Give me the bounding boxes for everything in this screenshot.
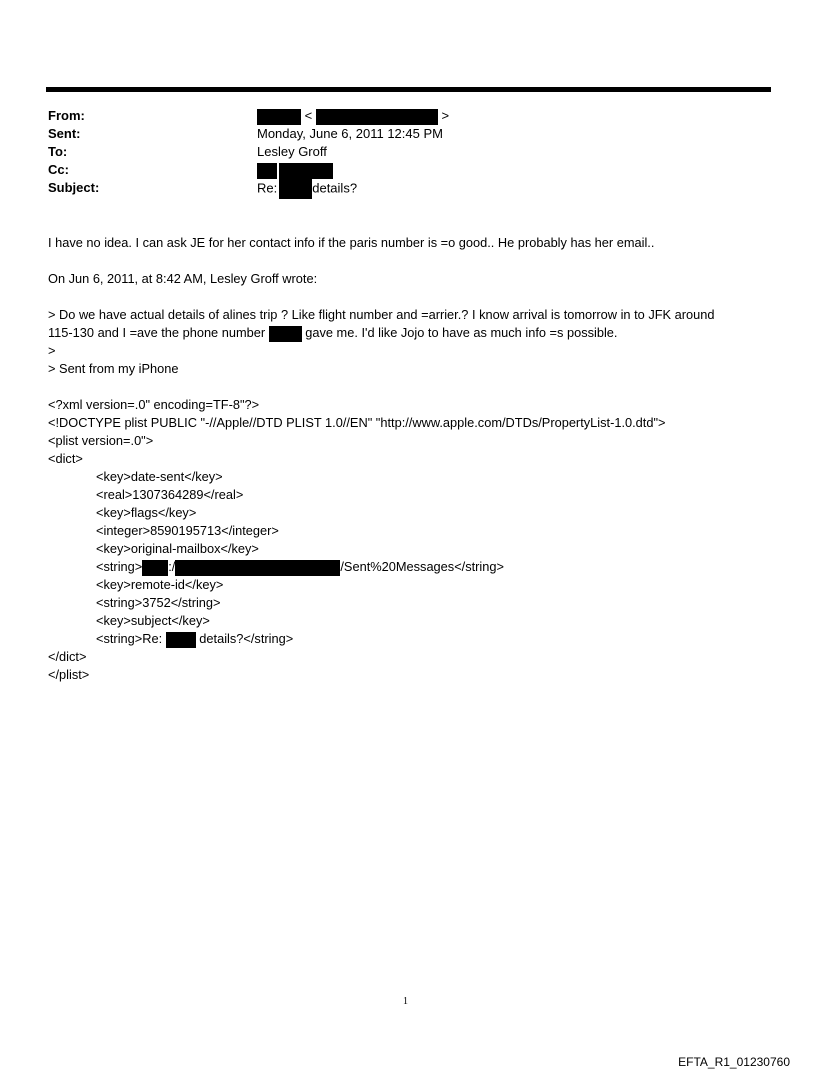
redaction-box: [279, 179, 312, 199]
plist-line: </plist>: [48, 667, 90, 682]
quoted-line: >: [48, 343, 56, 358]
redaction-box: [316, 109, 438, 125]
plist-line: <string>3752</string>: [96, 595, 221, 610]
sent-value: Monday, June 6, 2011 12:45 PM: [257, 126, 443, 141]
page-number: 1: [403, 996, 408, 1007]
from-label: From:: [48, 108, 85, 123]
redaction-box: [257, 109, 301, 125]
quoted-line: > Do we have actual details of alines trip ? Like flight number and =arrier.? I know arrival is tomorrow in to JFK around: [48, 307, 715, 322]
plist-line: <real>1307364289</real>: [96, 487, 244, 502]
subject-label: Subject:: [48, 180, 100, 195]
redaction-box: [257, 163, 277, 179]
redaction-box: [279, 163, 333, 179]
redaction-box: [175, 560, 340, 576]
plist-line: <key>flags</key>: [96, 505, 197, 520]
plist-line: <?xml version=.0" encoding=TF-8"?>: [48, 397, 260, 412]
plist-line: <string>Re: details?</string>: [96, 631, 294, 646]
quoted-line: > Sent from my iPhone: [48, 361, 179, 376]
plist-line: <plist version=.0">: [48, 433, 154, 448]
cc-label: Cc:: [48, 162, 69, 177]
plist-line: <dict>: [48, 451, 83, 466]
reply-text: I have no idea. I can ask JE for her contact info if the paris number is =o good.. He probably has her email..: [48, 235, 655, 250]
redaction-box: [142, 560, 168, 576]
plist-line: <key>date-sent</key>: [96, 469, 223, 484]
plist-line: <string> :/ /Sent%20Messages</string>: [96, 559, 504, 574]
redaction-box: [269, 326, 302, 342]
to-label: To:: [48, 144, 68, 159]
sent-label: Sent:: [48, 126, 81, 141]
redaction-box: [166, 632, 196, 648]
attribution-line: On Jun 6, 2011, at 8:42 AM, Lesley Groff wrote:: [48, 271, 318, 286]
plist-line: <!DOCTYPE plist PUBLIC "-//Apple//DTD PLIST 1.0//EN" "http://www.apple.com/DTDs/PropertyList-1.0.dtd">: [48, 415, 666, 430]
plist-line: </dict>: [48, 649, 87, 664]
subject-value: Re: details?: [257, 179, 357, 199]
plist-line: <key>subject</key>: [96, 613, 210, 628]
plist-line: <key>remote-id</key>: [96, 577, 224, 592]
quoted-line: 115-130 and I =ave the phone number gave me. I'd like Jojo to have as much info =s possible.: [48, 325, 618, 340]
header-rule: [46, 87, 771, 92]
plist-line: <integer>8590195713</integer>: [96, 523, 279, 538]
to-value: Lesley Groff: [257, 144, 327, 159]
cc-value: [257, 161, 333, 179]
from-value: < >: [257, 107, 449, 125]
plist-line: <key>original-mailbox</key>: [96, 541, 259, 556]
document-id: EFTA_R1_01230760: [678, 1055, 790, 1069]
